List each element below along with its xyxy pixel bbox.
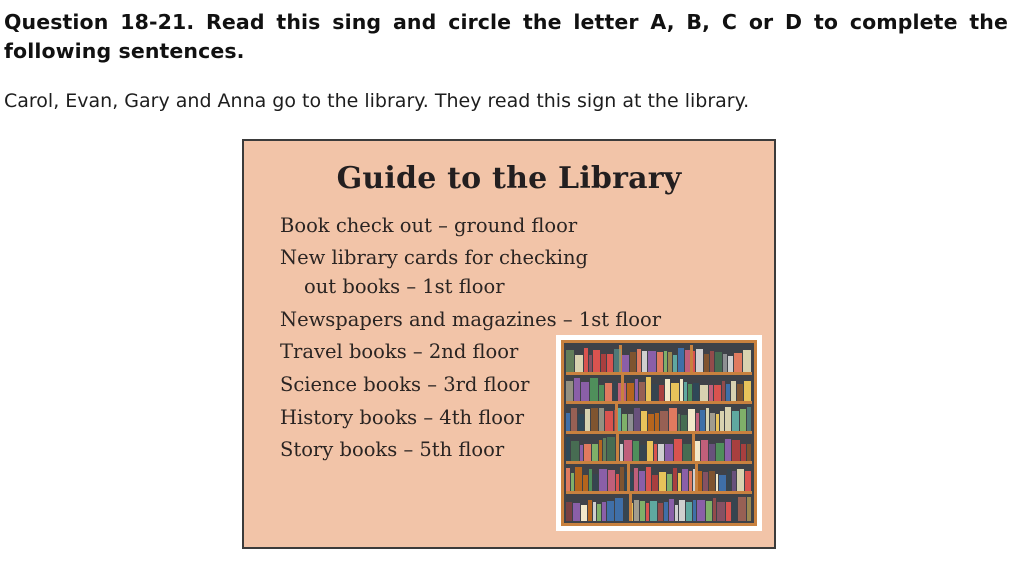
book-spine [726, 384, 730, 401]
book-spine [648, 351, 656, 372]
book-spine [593, 474, 599, 491]
book-spine [657, 352, 663, 371]
book-spine [713, 498, 716, 521]
book-spine [665, 379, 670, 402]
book-spine [706, 501, 712, 520]
book-spine [566, 350, 574, 372]
book-spine [737, 384, 743, 401]
book-spine [575, 355, 583, 372]
book-spine [660, 411, 668, 431]
book-spine [716, 474, 719, 491]
sign-line: New library cards for checking [280, 246, 589, 270]
book-spine [633, 441, 639, 461]
book-spine [696, 349, 703, 371]
book-spine [716, 414, 719, 432]
book-spine [599, 408, 604, 431]
book-spine [646, 503, 649, 521]
book-spine [573, 503, 580, 521]
book-spine [679, 500, 685, 520]
sign-container [4, 139, 1014, 549]
book-spine [684, 382, 687, 401]
book-spine [701, 440, 708, 461]
book-spine [622, 355, 629, 371]
book-spine [607, 501, 614, 520]
book-spine [703, 472, 708, 491]
book-spine [581, 382, 589, 402]
book-spine [637, 349, 641, 372]
bookshelf-divider [692, 434, 695, 461]
bookshelf-divider [695, 464, 698, 491]
book-spine [732, 498, 737, 521]
book-spine [704, 354, 710, 372]
book-spine [696, 413, 699, 431]
book-spine [693, 500, 696, 521]
book-spine [722, 381, 725, 401]
book-spine [571, 408, 577, 431]
book-spine [616, 474, 619, 490]
book-spine [571, 441, 579, 461]
book-spine [665, 444, 673, 461]
book-spine [650, 501, 657, 521]
book-spine [693, 383, 699, 402]
book-spine [688, 384, 692, 402]
book-spine [743, 350, 751, 372]
book-spine [566, 437, 570, 461]
book-spine [634, 468, 638, 491]
book-spine [575, 467, 582, 491]
book-spine [727, 469, 731, 491]
book-spine [574, 378, 580, 401]
book-spine [635, 379, 638, 402]
sign-line: out books – 1st floor [304, 275, 505, 299]
book-spine [747, 497, 751, 521]
book-spine [686, 502, 692, 521]
book-spine [664, 502, 668, 521]
book-spine [614, 410, 617, 431]
book-spine [639, 382, 645, 402]
book-spine [682, 469, 688, 491]
book-spine [641, 411, 647, 431]
book-spine [624, 440, 632, 461]
question-heading: Question 18-21. Read this sing and circle the letter A, B, C or D to complete the following sentences. [4, 10, 1008, 64]
book-spine [634, 408, 641, 432]
book-spine [630, 352, 636, 371]
book-spine [745, 471, 751, 491]
book-spine [747, 444, 751, 461]
book-spine [589, 355, 592, 372]
bookshelf-divider [690, 345, 693, 372]
book-spine [741, 444, 746, 461]
book-spine [597, 504, 601, 521]
book-spine [725, 407, 732, 431]
book-spine [608, 470, 615, 491]
book-spine [678, 348, 684, 372]
book-spine [709, 385, 713, 402]
book-spine [628, 414, 633, 432]
book-spine [580, 445, 583, 461]
book-spine [683, 444, 691, 462]
book-spine [585, 409, 591, 431]
book-spine [688, 409, 695, 431]
sign-line: Travel books – 2nd floor [280, 340, 519, 364]
book-spine [716, 443, 724, 461]
book-spine [678, 414, 681, 431]
book-spine [607, 437, 615, 461]
sign-line: Story books – 5th floor [280, 438, 505, 462]
book-spine [709, 471, 715, 491]
book-spine [737, 469, 744, 491]
book-spine [584, 348, 588, 372]
book-spine [725, 439, 731, 461]
book-spine [581, 505, 587, 521]
book-spine [689, 471, 692, 491]
book-spine [593, 502, 596, 521]
book-spine [732, 411, 739, 432]
bookshelf-row [566, 345, 752, 375]
sign-line: Newspapers and magazines – 1st floor [280, 307, 662, 331]
book-spine [658, 503, 664, 521]
book-spine [622, 414, 627, 431]
book-spine [614, 349, 621, 372]
book-spine [592, 444, 598, 461]
book-spine [726, 502, 731, 521]
book-spine [566, 468, 570, 491]
book-spine [602, 502, 606, 521]
book-spine [740, 409, 746, 431]
book-spine [599, 440, 602, 461]
book-spine [620, 444, 623, 461]
book-spine [583, 475, 588, 491]
book-spine [605, 411, 613, 432]
book-spine [566, 502, 572, 521]
sign-line: Book check out – ground floor [280, 213, 578, 237]
book-spine [647, 441, 653, 462]
book-spine [584, 444, 591, 461]
book-spine [675, 505, 678, 521]
book-spine [642, 351, 647, 372]
book-spine [639, 471, 645, 491]
book-spine [678, 473, 681, 491]
bookshelf-row [566, 404, 752, 434]
bookshelf-divider [629, 494, 632, 521]
bookshelf-illustration [556, 335, 762, 531]
book-spine [658, 444, 664, 461]
bookshelf-row [566, 375, 752, 405]
book-spine [615, 498, 623, 520]
book-spine [706, 408, 709, 431]
book-spine [659, 472, 666, 491]
book-spine [593, 350, 600, 372]
book-spine [668, 352, 672, 372]
book-spine [744, 381, 751, 401]
book-spine [709, 444, 716, 461]
book-spine [734, 353, 742, 371]
book-spine [710, 351, 714, 372]
book-spine [634, 500, 639, 521]
book-spine [646, 377, 651, 401]
book-spine [674, 439, 682, 461]
book-spine [700, 385, 708, 402]
question-intro-text: Carol, Evan, Gary and Anna go to the library. They read this sign at the library. [4, 90, 750, 113]
book-spine [588, 500, 592, 521]
book-spine [654, 444, 657, 461]
book-spine [669, 499, 674, 520]
book-spine [681, 415, 687, 431]
book-spine [723, 354, 727, 372]
book-spine [719, 475, 726, 491]
book-spine [589, 469, 592, 491]
book-spine [648, 414, 654, 431]
book-spine [590, 378, 598, 401]
book-spine [655, 413, 659, 432]
book-spine [747, 407, 751, 431]
book-spine [717, 502, 725, 521]
book-spine [697, 500, 705, 520]
book-spine [578, 414, 584, 431]
book-spine [715, 352, 722, 372]
book-spine [673, 355, 677, 372]
bookshelf-row [566, 434, 752, 464]
book-spine [640, 445, 646, 462]
bookshelf-divider [616, 434, 619, 461]
bookshelf-row [566, 494, 752, 521]
book-spine [591, 408, 598, 431]
book-spine [607, 354, 614, 371]
book-spine [652, 475, 659, 491]
book-spine [571, 473, 574, 491]
book-spine [605, 383, 612, 401]
book-spine [640, 501, 645, 521]
book-spine [599, 469, 607, 491]
book-spine [710, 413, 715, 432]
bookshelf-divider [621, 375, 624, 402]
book-spine [732, 471, 736, 491]
book-spine [624, 498, 629, 521]
book-spine [599, 385, 604, 401]
book-spine [601, 354, 606, 372]
book-spine [566, 413, 570, 431]
sign-line: History books – 4th floor [280, 405, 525, 429]
book-spine [664, 351, 667, 372]
book-spine [673, 468, 677, 491]
book-spine [620, 467, 624, 491]
book-spine [731, 381, 736, 401]
book-spine [646, 467, 651, 491]
book-spine [659, 385, 665, 402]
library-sign [242, 139, 776, 549]
bookshelf-row [566, 464, 752, 494]
book-spine [700, 410, 705, 431]
book-spine [667, 474, 672, 491]
book-spine [603, 438, 606, 461]
book-spine [613, 381, 617, 402]
book-spine [732, 440, 740, 461]
bookshelf-divider [627, 464, 630, 491]
book-spine [728, 356, 733, 372]
book-spine [618, 408, 621, 431]
book-spine [680, 379, 683, 401]
book-spine [738, 497, 746, 521]
book-spine [671, 383, 679, 402]
sign-line: Science books – 3rd floor [280, 373, 530, 397]
book-spine [566, 381, 573, 401]
bookshelf-frame [561, 340, 757, 526]
sign-title: Guide to the Library [336, 160, 682, 196]
book-spine [714, 385, 721, 401]
book-spine [652, 384, 658, 401]
book-spine [720, 411, 724, 431]
book-spine [627, 383, 634, 402]
book-spine [669, 408, 677, 432]
